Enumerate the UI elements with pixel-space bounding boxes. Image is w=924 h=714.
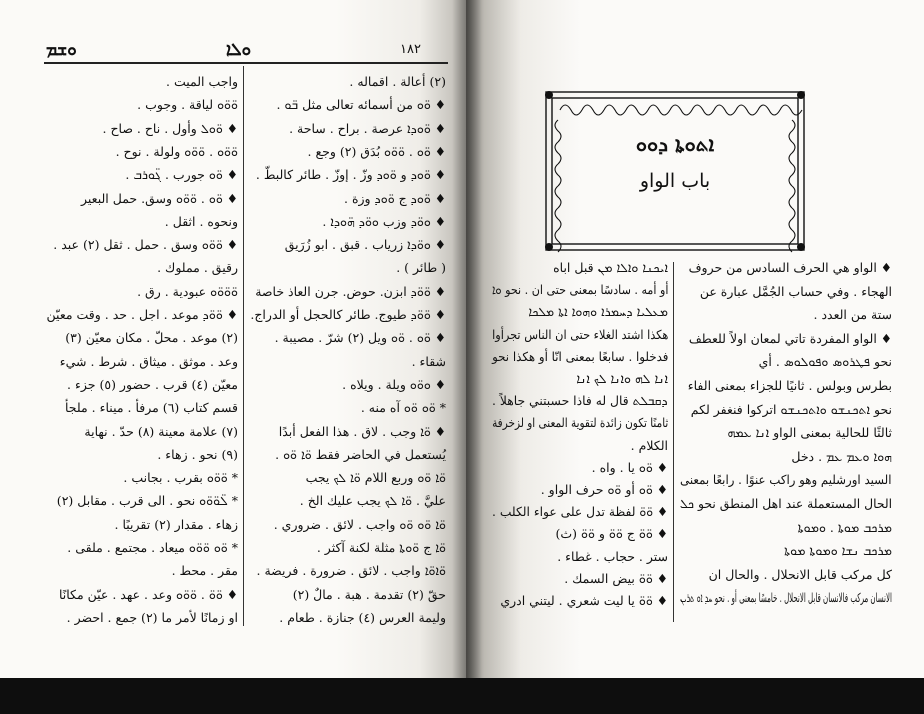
text-line: ܘ̈ܐܘ̈ܐ واجب . لائق . ضرورة . فريضة . [256, 563, 446, 579]
text-line: ♦ ܘ̈ܘ̈ ج ܘ̈ܘ̈ و ܘ̈ܘ̈ (ث) [555, 526, 668, 542]
text-line: ♦ ܘ̈ܘ̈ يا ليت شعري . ليتني ادري [500, 593, 668, 608]
text-line: ܕܩܒܠܬ قال له فاذا حسبتني جاهلاً . [492, 393, 668, 409]
text-line: ♦ ܘ̈ܘ . ܘ̈ܘ ويل (٢) شرّ . مصيبة . [274, 330, 446, 346]
text-line: رقيق . مملوك . [157, 260, 238, 276]
left-page-right-column [250, 74, 446, 634]
arabic-chapter-title: باب الواو [639, 170, 711, 192]
text-line: او زمانًا لأمر ما (٢) جمع . احضر . [66, 609, 238, 625]
text-line: (٧) علامة معينة (٨) حدّ . نهاية [84, 423, 238, 439]
text-line: ♦ ܘ̈ܘܕ و ܘ̈ܘܕ وزّ . إوزّ . طائر كالبطّ . [255, 167, 446, 183]
text-line: ܘ̈ܐ ج ܘ̈ܘܬܐ مثلة لكنة آكثر . [316, 540, 446, 555]
text-line: واجب الميت . [166, 74, 238, 89]
text-line: ♦ الواو هي الحرف السادس من حروف [688, 260, 892, 275]
text-line: وليمة العرس (٤) جنازة . طعام . [279, 609, 446, 625]
scan-bottom-edge [0, 678, 924, 714]
right-column-divider [673, 262, 674, 622]
text-line: * ܠ̈ܘ̈ܘ̈ܘ نحو . الى قرب . مقابل (٢) [56, 493, 238, 509]
text-line: ♦ ܘܘ̈ܕ وزب ܘܘ̈ܕ ܗ̈ܘܕܐ . [322, 213, 446, 229]
text-line: ( طائر ) . [396, 260, 446, 276]
text-line: ثامنًا تكون زائدة لتقوية المعنى او لزخرفة [491, 415, 668, 431]
text-line: ܡܪܟܒ ܡܘܬܐ . ܘܡܘܬܐ [797, 519, 892, 535]
text-line: ܘ̈ܐ ܘ̈ܘ ܘ̈ܘ واجب . لائق . ضروري . [273, 516, 446, 532]
text-line: السيد اورشليم وهو راكب عنوًا . رابعًا بمعنى [680, 472, 892, 488]
text-line: وعد . موثق . ميثاق . شرط . شيء [59, 353, 238, 369]
text-line: ܐܝܟܢܐ ܘܐܠܐ ܡܢ قبل اباه [553, 260, 668, 275]
right-page-right-column [680, 260, 892, 620]
header-center-word: ܘܠܐ [226, 40, 252, 60]
text-line: ♦ ܘ̈ܘ̈ܕ ابزن. حوض. جرن العاذ خاصة [255, 283, 446, 299]
text-line: الكلام . [630, 437, 668, 453]
text-line: ستر . حجاب . غطاء . [557, 548, 668, 564]
left-page-left-column [44, 74, 238, 634]
text-line: ܐܢܐ ܠܗ ܘܐܢܐ ܠܟ ܐܢܐ [576, 371, 668, 386]
text-line: شقاء . [411, 353, 446, 369]
text-line: ♦ ܘ̈ܘ . ܘ̈ܘ̈ܘ بُدَق (٢) وجع . [307, 143, 446, 159]
text-line: يُستعمل في الحاضر فقط ܘ̈ܐ ܘ̈ܘ . [275, 446, 446, 462]
text-line: ܘ̈ܘ̈ܘ . ܘ̈ܘ̈ܘ ولولة . نوح . [115, 143, 238, 159]
text-line: ♦ ܘܘ̈ܘ ويلة . ويلاه . [342, 376, 446, 392]
text-line: معيّن (٤) قرب . حضور (٥) جزء . [67, 376, 238, 392]
text-line: ܡܪܟܒ ܢܫܐ ܘܡܘܬܐ ܡܘܬܐ [784, 543, 892, 559]
text-line: نحو ܦܛܪܘܣ ܘܦܘܠܘܣ . أي [758, 354, 892, 370]
text-line: بطرس وبولس . ثانيًا للجزاء بمعنى الفاء [687, 378, 892, 393]
text-line: ♦ ܘ̈ܘ جورب . ܓ̈ܘܪܒ . [125, 167, 238, 183]
text-line: ♦ ܘ̈ܐ وجب . لاق . هذا الفعل أبدًا [278, 423, 446, 439]
text-line: ♦ ܘ̈ܘ̈ لفظة تدل على عواء الكلب . [491, 504, 668, 520]
text-line: هكذا اشتد الغلاء حتى ان الناس تجرأوا [491, 326, 668, 342]
text-line: ♦ الواو المفردة تاتي لمعان اولاً للعطف [688, 330, 892, 346]
text-line: ♦ ܘܘ̈ܕܐ زرياب . قبق . ابو زُرَيق [284, 237, 446, 253]
text-line: قسم كتاب (٦) مرفأ . ميناء . ملجأ [64, 400, 238, 416]
text-line: * ܘ̈ܘ ܘ̈ܘ آه منه . [360, 400, 446, 416]
text-line: ܗܘܐ ܘܥܡ ܥܡ . دخل [791, 448, 892, 464]
text-line: حقّ (٢) تقدمة . هبة . مالٌ (٢) [292, 586, 446, 602]
right-page-left-column [492, 260, 668, 620]
text-line: ♦ ܘ̈ܘ من أسمائه تعالى مثل ܒ̈ܘ . [276, 97, 446, 113]
text-line: * ܘ̈ܘ̈ܘ بقرب . بجانب . [123, 470, 238, 486]
syriac-chapter-title: ܐܬܘܬܐ ܕܘܘ [635, 132, 715, 156]
text-line: * ܘ̈ܘ ܘ̈ܘ̈ܘ ميعاد . مجتمع . ملقى . [67, 540, 238, 555]
text-line: ♦ ܘ̈ܘܕܐ عرصة . براح . ساحة . [289, 120, 446, 136]
text-line: ♦ ܘ̈ܘ . ܘ̈ܘ̈ܘ وسق. حمل البعير [81, 190, 238, 206]
text-line: ♦ ܘ̈ܘ̈ . ܘ̈ܘ̈ܘ وعد . عهد . عيّن مكانًا [58, 586, 238, 602]
text-line: ܘ̈ܘ̈ܘ لياقة . وجوب . [137, 97, 238, 113]
text-line: زهاء . مقدار (٢) تقريبًا . [114, 516, 238, 532]
text-line: ♦ ܘ̈ܘ̈ܕ موعد . اجل . حد . وقت معيّن [46, 307, 238, 322]
text-line: ܘ̈ܐ ܘ̈ܘ وربع اللام ܘ̈ܐ ܠܟ يجب [305, 470, 446, 486]
text-line: (٢) أعالة . اقماله . [349, 74, 446, 89]
text-line: الانسان مركب فالانسان قابل الانحلال . خامسًا بمعنى أو . نحو ܚܕ ܐܘ ܬܪܝܢ [680, 590, 892, 606]
text-line: ستة من العدد . [813, 307, 892, 323]
text-line: ܘ̈ܘ̈ܘ̈ܘ عبودية . رق . [137, 283, 238, 299]
text-line: الحال المستعملة عند اهل المنطق نحو ܟܠ [679, 496, 892, 511]
text-line: ♦ ܘ̈ܘ أو ܘ̈ܘ حرف الواو . [540, 482, 668, 497]
text-line: ܡܥܠܝܐ ܕܚܡܪܐ ܘܗܘܐ ܐܬܐ ܡܠܟܐ [528, 304, 668, 320]
text-line: ♦ ܘ̈ܘ̈ بيض السمك . [564, 570, 668, 586]
text-line: ♦ ܘ̈ܘ يا . واه . [591, 459, 668, 475]
text-line: (٩) نحو . زهاء . [157, 446, 238, 462]
column-divider [243, 66, 244, 626]
text-line: ♦ ܘ̈ܘܕ ج ܘ̈ܘܕ وزة . [344, 190, 446, 206]
header-rule [44, 62, 448, 64]
text-line: عليَّ . ܘ̈ܐ ܠܟ يجب عليك الخ . [299, 493, 446, 509]
text-line: كل مركب قابل الانحلال . والحال ان [708, 566, 892, 582]
text-line: ♦ ܘ̈ܘܠ وأول . ناح . صاح . [102, 120, 238, 136]
text-line: أو أمه . سادسًا بمعنى حتى ان . نحو ܘܐ [491, 282, 668, 298]
page-number: ١٨٢ [400, 42, 421, 57]
book-gutter [452, 0, 482, 678]
text-line: ♦ ܘ̈ܘ̈ܕ طيوج. طائر كالحجل أو الدراج. [250, 307, 446, 322]
text-line: ونحوه . اثقل . [164, 213, 238, 229]
text-line: ثالثًا للحالية بمعنى الواو ܐܢܐ ܥܡܗ [727, 425, 892, 441]
text-line: ♦ ܘ̈ܘ̈ܘ وسق . حمل . ثقل (٢) عبد . [53, 237, 238, 253]
text-line: مقر . محط . [171, 563, 238, 579]
header-left-word: ܘܫܡ [46, 40, 77, 60]
text-line: (٢) موعد . محلّ . مكان معيّن (٣) [65, 330, 238, 346]
text-line: فدخلوا . سابعًا بمعنى انّا أو هكذا نحو [491, 348, 668, 364]
text-line: الهجاء . وفي حساب الجُمَّل عبارة عن [699, 283, 892, 299]
text-line: نحو ܐܬܟܢܫܘ ܘܐܬܟܢܫܘ اتركوا فنغفر لكم [690, 401, 892, 417]
